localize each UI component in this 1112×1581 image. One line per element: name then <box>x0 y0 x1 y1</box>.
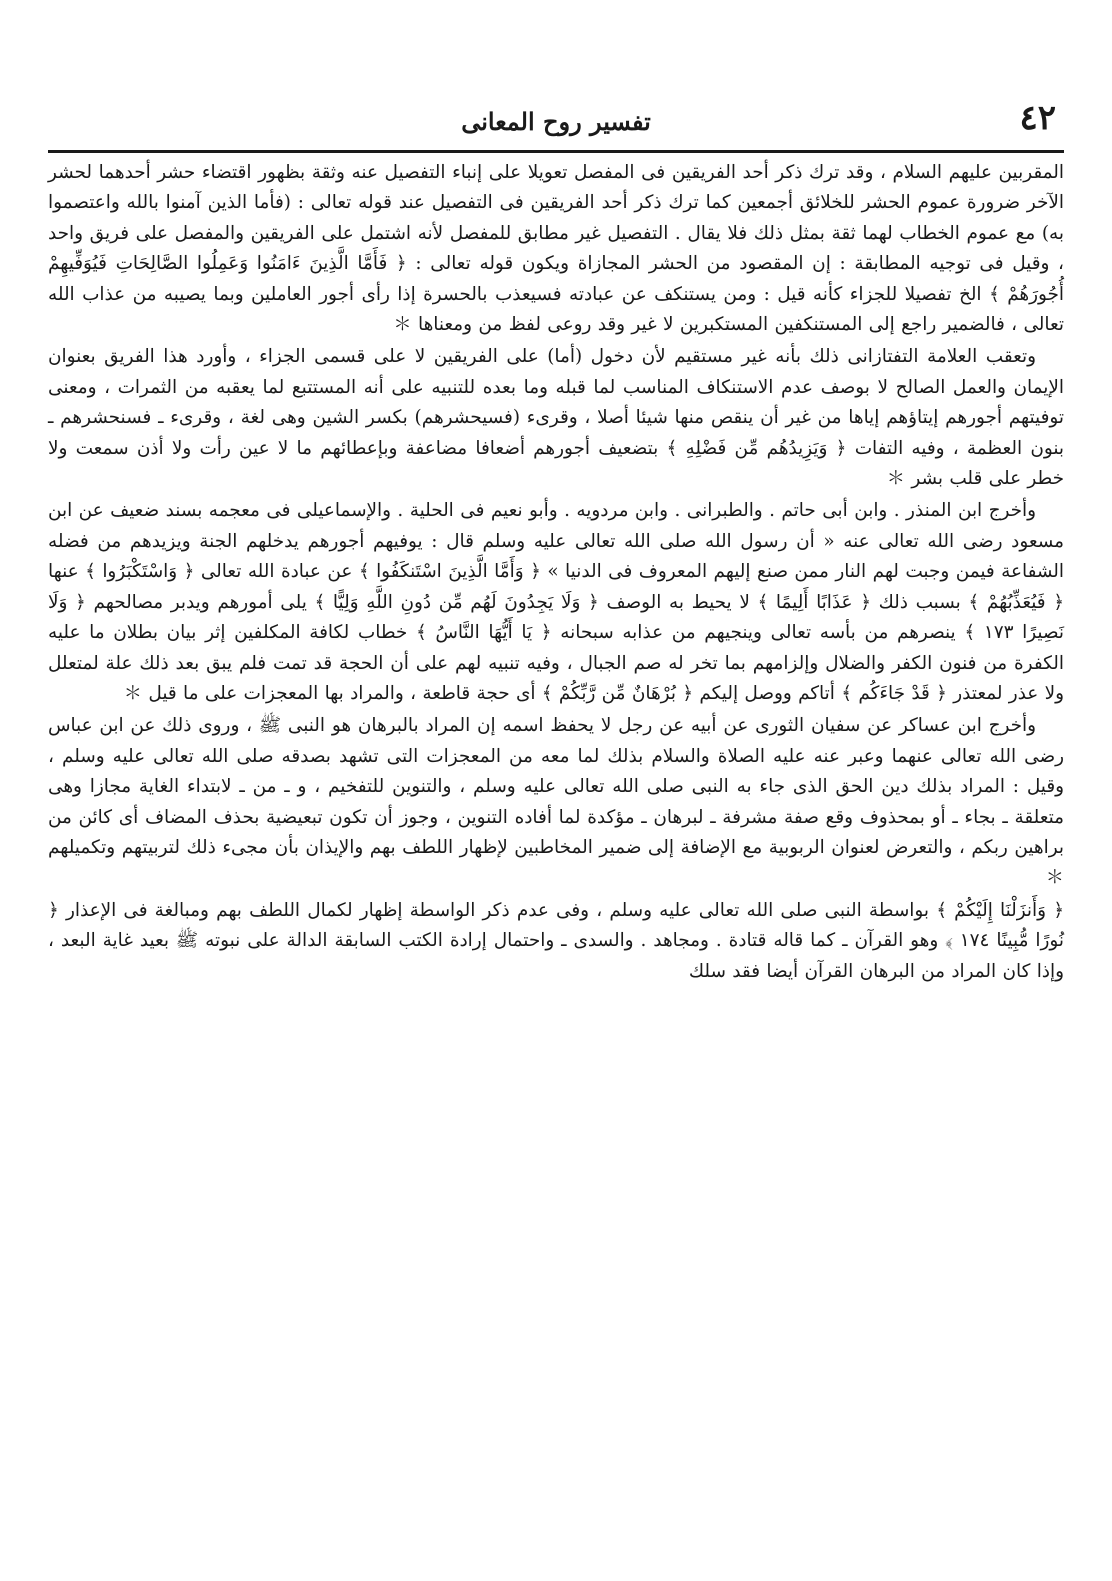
running-title: تفسير روح المعانى <box>461 107 651 136</box>
paragraph: وتعقب العلامة التفتازانى ذلك بأنه غير مستقيم لأن دخول (أما) على الفريقين لا على قسمى الجزاء ، وأورد هذا الفريق بعنوان الإيمان والعمل الصالح لا بوصف عدم الاستنكاف المناسب لما قبله وما بعده للتنبيه على أنه المستتبع لما يعقبه من الثمرات ، ومعنى توفيتهم أجورهم إيتاؤهم إياها من غير أن ينقص منها شيئا أصلا ، وقرىء (فسيحشرهم) بكسر الشين وهى لغة ، وقرىء ـ فسنحشرهم ـ بنون العظمة ، وفيه التفات ﴿ وَيَزِيدُهُم مِّن فَضْلِهِ ﴾ بتضعيف أجورهم أضعافا مضاعفة وبإعطائهم ما لا عين رأت ولا أذن سمعت ولا خطر على قلب بشر ＊ <box>48 346 1065 490</box>
page-header <box>48 94 1064 148</box>
paragraph: المقربين عليهم السلام ، وقد ترك ذكر أحد الفريقين فى المفصل تعويلا على إنباء التفصيل عنه وثقة بظهور اقتضاء حشر أحدهما لحشر الآخر ضرورة عموم الحشر للخلائق أجمعين كما ترك ذكر أحد الفريقين فى التفصيل عند قوله تعالى : (فأما الذين آمنوا بالله واعتصموا به) مع عموم الخطاب لهما ثقة بمثل ذلك فلا يقال . التفصيل غير مطابق للمفصل لأنه اشتمل على الفريقين والمفصل على فريق واحد ، وقيل فى توجيه المطابقة : إن المقصود من الحشر المجازاة ويكون قوله تعالى : ﴿ فَأَمَّا الَّذِينَ ءَامَنُوا وَعَمِلُوا الصَّالِحَاتِ فَيُوَفِّيهِمْ أُجُورَهُمْ ﴾ الخ تفصيلا للجزاء كأنه قيل : ومن يستنكف عن عبادته فسيعذب بالحسرة إذا رأى أجور العاملين وبما يصيبه من عذاب الله تعالى ، فالضمير راجع إلى المستنكفين المستكبرين لا غير وقد روعى لفظ من ومعناها ＊ <box>48 162 1064 336</box>
page-number: ٤٢ <box>1019 98 1056 138</box>
paragraph: وأخرج ابن المنذر . وابن أبى حاتم . والطبرانى . وابن مردويه . وأبو نعيم فى الحلية . والإسماعيلى فى معجمه بسند ضعيف عن ابن مسعود رضى الله تعالى عنه « أن رسول الله صلى الله تعالى عليه وسلم قال : يوفيهم أجورهم يدخلهم الجنة ويزيدهم من فضله الشفاعة فيمن وجبت لهم النار ممن صنع إليهم المعروف فى الدنيا » ﴿ وَأَمَّا الَّذِينَ اسْتَنكَفُوا ﴾ عن عبادة الله تعالى ﴿ وَاسْتَكْبَرُوا ﴾ عنها ﴿ فَيُعَذِّبُهُمْ ﴾ بسبب ذلك ﴿ عَذَابًا أَلِيمًا ﴾ لا يحيط به الوصف ﴿ وَلَا يَجِدُونَ لَهُم مِّن دُونِ اللَّهِ وَلِيًّا ﴾ يلى أمورهم ويدبر مصالحهم ﴿ وَلَا نَصِيرًا ١٧٣ ﴾ ينصرهم من بأسه تعالى وينجيهم من عذابه سبحانه ﴿ يَا أَيُّهَا النَّاسُ ﴾ خطاب لكافة المكلفين إثر بيان بطلان ما عليه الكفرة من فنون الكفر والضلال وإلزامهم بما تخر له صم الجبال ، وفيه تنبيه لهم على أن الحجة قد تمت فلم يبق بعد ذلك علة لمتعلل ولا عذر لمعتذر ﴿ قَدْ جَاءَكُم ﴾ أتاكم ووصل إليكم ﴿ بُرْهَانٌ مِّن رَّبِّكُمْ ﴾ أى حجة قاطعة ، والمراد بها المعجزات على ما قيل ＊ <box>48 500 1064 704</box>
header-rule <box>48 150 1064 153</box>
paragraph: وأخرج ابن عساكر عن سفيان الثورى عن أبيه عن رجل لا يحفظ اسمه إن المراد بالبرهان هو النبى ﷺ ، وروى ذلك عن ابن عباس رضى الله تعالى عنهما وعبر عنه عليه الصلاة والسلام بذلك لما معه من المعجزات التى تشهد بصدقه صلى الله تعالى عليه وسلم ، وقيل : المراد بذلك دين الحق الذى جاء به النبى صلى الله تعالى عليه وسلم ، والتنوين للتفخيم ، و ـ من ـ لابتداء الغاية مجازا وهى متعلقة ـ بجاء ـ أو بمحذوف وقع صفة مشرفة ـ لبرهان ـ مؤكدة لما أفاده التنوين ، وجوز أن تكون تبعيضية بحذف المضاف أى كائن من براهين ربكم ، والتعرض لعنوان الربوبية مع الإضافة إلى ضمير المخاطبين لإظهار اللطف بهم والإيذان بأن مجىء ذلك لتربيتهم وتكميلهم ＊ <box>48 715 1064 889</box>
paragraph: ﴿ وَأَنزَلْنَا إِلَيْكُمْ ﴾ بواسطة النبى صلى الله تعالى عليه وسلم ، وفى عدم ذكر الواسطة إظهار لكمال اللطف بهم ومبالغة فى الإعذار ﴿ نُورًا مُّبِينًا ١٧٤ ﴾ وهو القرآن ـ كما قاله قتادة . ومجاهد . والسدى ـ واحتمال إرادة الكتب السابقة الدالة على نبوته ﷺ بعيد غاية البعد ، وإذا كان المراد من البرهان القرآن أيضا فقد سلك <box>48 899 1064 982</box>
page-body <box>48 158 1064 989</box>
